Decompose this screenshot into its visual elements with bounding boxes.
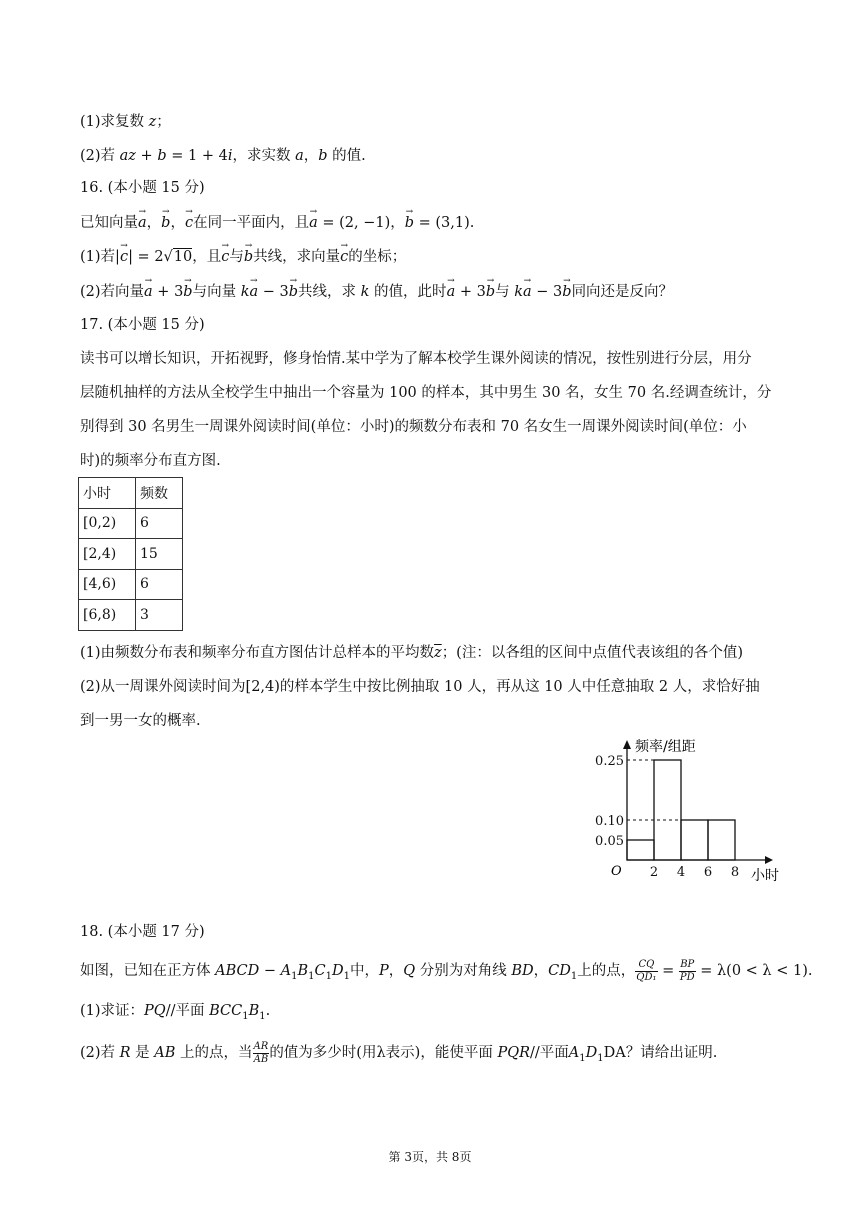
prev-part-2: (2)若 az + b = 1 + 4i，求实数 a，b 的值. xyxy=(80,148,366,164)
q16-part-2: (2)若向量→ a + 3→ b与向量 k→ a − 3→ b共线，求 k 的值，此时→ a + 3→ b与 k→ a − 3→ b同向还是反向？ xyxy=(80,282,673,302)
q17-part-1: (1)由频数分布表和频率分布直方图估计总样本的平均数$\overline{z}$；(注：以各组的区间中点值代表该组的各个值) xyxy=(80,645,743,661)
table-cell: [6,8) xyxy=(79,600,136,631)
histogram-bar xyxy=(708,820,735,860)
q18-part-2: (2)若 R 是 AB 上的点，当 $\frac{AR}{AB}$ 的值为多少时(用λ表示)，能使平面 PQR//平面$A_1D_1DA$？请给出证明. xyxy=(80,1040,718,1065)
table-cell: [2,4) xyxy=(79,539,136,570)
q17-part-2-line-2: 到一男一女的概率. xyxy=(80,713,201,729)
y-axis-arrow-icon xyxy=(623,740,631,749)
x-tick-label: 4 xyxy=(676,865,686,880)
q18-stem: 如图，已知在正方体 ABCD − $A_1B_1C_1D_1$中，P，Q 分别为对角线 BD，$CD_1$上的点， $\frac{CQ}{\text{QD₁}}$ = $\frac{BP}{PD}$ = λ(0 < λ < 1). xyxy=(80,958,813,983)
histogram-bar xyxy=(681,820,708,860)
x-tick-label: 6 xyxy=(703,865,713,880)
q17-heading: 17. (本小题 15 分) xyxy=(80,317,205,333)
table-row xyxy=(79,539,183,570)
y-tick-label: 0.25 xyxy=(595,754,624,769)
x-axis-arrow-icon xyxy=(765,856,773,864)
fraction-bp-pd: $\frac{BP}{PD}$ xyxy=(679,958,695,983)
table-cell: 3 xyxy=(136,600,183,631)
histogram-bar xyxy=(627,840,654,860)
x-axis-title: 小时 xyxy=(751,868,779,884)
fraction-cq-qd1: $\frac{CQ}{\text{QD₁}}$ xyxy=(636,958,657,983)
q16-heading: 16. (本小题 15 分) xyxy=(80,180,205,196)
table-header-row xyxy=(79,478,183,509)
table-row xyxy=(79,600,183,631)
x-tick-label: 2 xyxy=(649,865,659,880)
table-cell: [0,2) xyxy=(79,508,136,539)
frequency-table xyxy=(78,477,183,631)
table-header-cell: 小时 xyxy=(79,478,136,509)
table-cell: 15 xyxy=(136,539,183,570)
q17-text-2: 层随机抽样的方法从全校学生中抽出一个容量为 100 的样本，其中男生 30 名，女生 70 名.经调查统计，分 xyxy=(80,385,772,401)
q17-text-3: 别得到 30 名男生一周课外阅读时间(单位：小时)的频数分布表和 70 名女生一周课外阅读时间(单位：小 xyxy=(80,419,747,435)
q18-heading: 18. (本小题 17 分) xyxy=(80,924,205,940)
table-row xyxy=(79,508,183,539)
y-axis-title: 频率/组距 xyxy=(635,739,696,755)
table-cell: 6 xyxy=(136,569,183,600)
y-tick-label: 0.05 xyxy=(595,834,624,849)
histogram-bar xyxy=(654,760,681,860)
q17-part-2-line-1: (2)从一周课外阅读时间为[2,4)的样本学生中按比例抽取 10 人，再从这 10 人中任意抽取 2 人，求恰好抽 xyxy=(80,679,760,695)
frequency-histogram xyxy=(595,735,795,890)
q18-part-1: (1)求证：PQ//平面 $BCC_1B_1$. xyxy=(80,1003,271,1022)
table-cell: 6 xyxy=(136,508,183,539)
page-footer: 第 3页，共 8页 xyxy=(388,1150,472,1164)
q17-text-1: 读书可以增长知识，开拓视野，修身怡情.某中学为了解本校学生课外阅读的情况，按性别进行分层，用分 xyxy=(80,351,752,367)
table-row xyxy=(79,569,183,600)
q16-stem: 已知向量→ a，→ b，→ c在同一平面内，且→ a = (2, −1)，→ b = (3,1). xyxy=(80,213,474,233)
x-tick-label: 8 xyxy=(730,865,740,880)
fraction-ar-ab: $\frac{AR}{AB}$ xyxy=(253,1040,269,1065)
prev-part-1: (1)求复数 z； xyxy=(80,114,171,130)
table-header-cell: 频数 xyxy=(136,478,183,509)
q16-part-1: (1)若|→ c| = 2√10，且→ c与→ b共线，求向量→ c的坐标； xyxy=(80,247,406,267)
table-cell: [4,6) xyxy=(79,569,136,600)
origin-label: O xyxy=(611,864,622,879)
y-tick-label: 0.10 xyxy=(595,814,624,829)
q17-text-4: 时)的频率分布直方图. xyxy=(80,453,221,469)
